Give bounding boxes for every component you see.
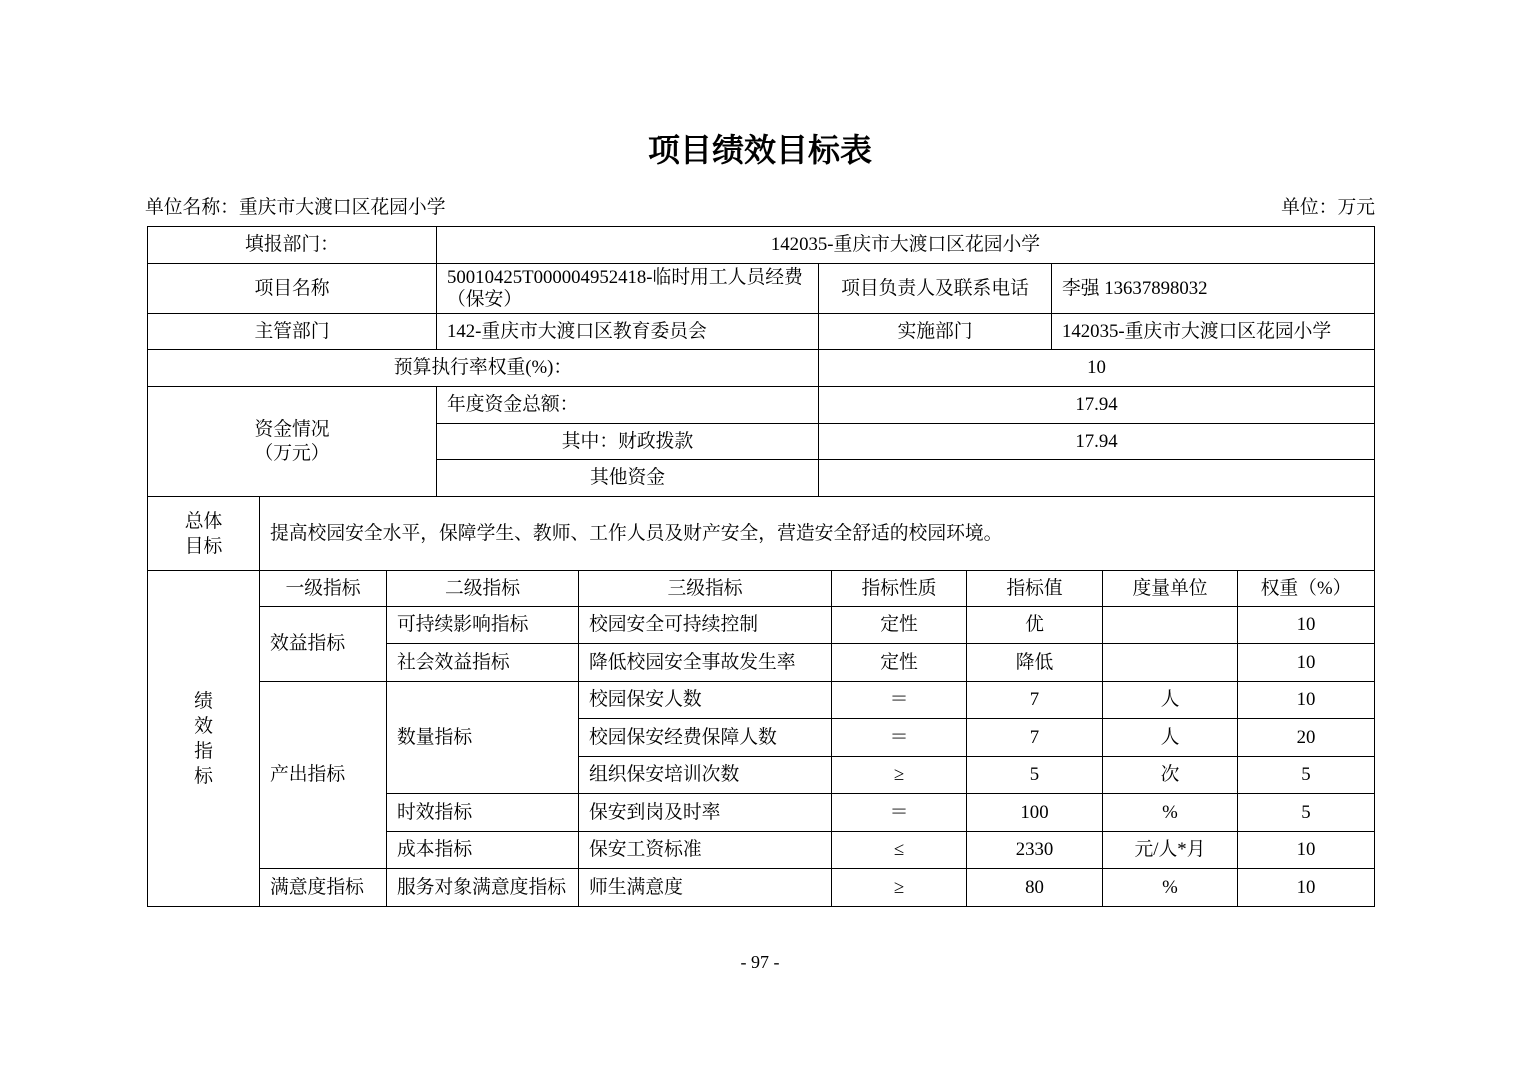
col-header-nature: 指标性质	[831, 570, 967, 607]
table-row-nature: ≤	[831, 831, 967, 869]
budget-weight-value: 10	[818, 349, 1375, 387]
table-row-value: 降低	[966, 643, 1103, 682]
table-row-unit: 次	[1102, 756, 1238, 794]
level2-sustainable: 可持续影响指标	[386, 606, 579, 644]
level2-cost: 成本指标	[386, 831, 579, 869]
level1-output: 产出指标	[259, 681, 387, 869]
table-row-value: 7	[966, 718, 1103, 757]
indicators-label: 绩效指标	[194, 690, 213, 787]
table-row-level3: 校园保安人数	[578, 681, 832, 719]
table-row-nature: ＝	[831, 793, 967, 832]
table-row-nature: ＝	[831, 681, 967, 719]
table-row-unit	[1102, 643, 1238, 682]
col-header-weight: 权重（%）	[1237, 570, 1375, 607]
level2-social: 社会效益指标	[386, 643, 579, 682]
overall-goal-label-cell	[147, 496, 260, 571]
table-row-weight: 5	[1237, 756, 1375, 794]
supervisor-label: 主管部门	[147, 313, 437, 350]
table-row-nature: ≥	[831, 868, 967, 907]
table-row-value: 100	[966, 793, 1103, 832]
annual-total-label: 年度资金总额：	[436, 386, 819, 424]
implementer-value: 142035-重庆市大渡口区花园小学	[1051, 313, 1375, 350]
project-name-value: 50010425T000004952418-临时用工人员经费（保安）	[447, 266, 803, 310]
table-row-nature: 定性	[831, 606, 967, 644]
table-row-value: 优	[966, 606, 1103, 644]
table-row-weight: 10	[1237, 681, 1375, 719]
level2-timeliness: 时效指标	[386, 793, 579, 832]
table-row-level3: 保安到岗及时率	[578, 793, 832, 832]
page-title: 项目绩效目标表	[647, 132, 872, 168]
col-header-value: 指标值	[966, 570, 1103, 607]
table-row-unit: %	[1102, 868, 1238, 907]
indicators-label-cell	[147, 570, 260, 907]
table-row-weight: 5	[1237, 793, 1375, 832]
table-row-level3: 校园保安经费保障人数	[578, 718, 832, 757]
other-funds-label: 其他资金	[436, 459, 819, 497]
unit-name: 重庆市大渡口区花园小学	[238, 197, 446, 218]
level2-service-satisfaction: 服务对象满意度指标	[386, 868, 579, 907]
budget-weight-label: 预算执行率权重(%)：	[147, 349, 819, 387]
table-row-weight: 10	[1237, 643, 1375, 682]
table-row-weight: 10	[1237, 868, 1375, 907]
level1-satisfaction: 满意度指标	[259, 868, 387, 907]
level2-quantity: 数量指标	[386, 681, 579, 794]
implementer-label: 实施部门	[818, 313, 1052, 350]
project-name-label: 项目名称	[147, 263, 437, 314]
col-header-level1: 一级指标	[259, 570, 387, 607]
unit-name-label: 单位名称：	[145, 197, 239, 218]
fill-dept-value: 142035-重庆市大渡口区花园小学	[436, 226, 1375, 264]
col-header-level2: 二级指标	[386, 570, 579, 607]
table-row-unit: %	[1102, 793, 1238, 832]
table-row-unit: 人	[1102, 681, 1238, 719]
funds-label-line1: 资金情况	[254, 418, 330, 440]
col-header-level3: 三级指标	[578, 570, 832, 607]
table-row-unit	[1102, 606, 1238, 644]
table-row-value: 80	[966, 868, 1103, 907]
overall-goal-label: 总体目标	[184, 510, 223, 557]
fill-dept-label: 填报部门：	[147, 226, 437, 264]
table-row-level3: 校园安全可持续控制	[578, 606, 832, 644]
currency: 万元	[1337, 197, 1375, 218]
unit-name-line	[145, 196, 446, 220]
currency-label: 单位：	[1281, 197, 1338, 218]
funds-label	[147, 386, 437, 497]
leader-label: 项目负责人及联系电话	[818, 263, 1052, 314]
other-funds-value	[818, 459, 1375, 497]
table-row-level3: 降低校园安全事故发生率	[578, 643, 832, 682]
leader-value: 李强 13637898032	[1051, 263, 1375, 314]
table-row-level3: 组织保安培训次数	[578, 756, 832, 794]
table-row-nature: ≥	[831, 756, 967, 794]
table-row-nature: ＝	[831, 718, 967, 757]
page-number: - 97 -	[740, 952, 780, 972]
supervisor-value: 142-重庆市大渡口区教育委员会	[436, 313, 819, 350]
table-row-unit: 元/人*月	[1102, 831, 1238, 869]
table-row-value: 2330	[966, 831, 1103, 869]
table-row-weight: 10	[1237, 606, 1375, 644]
table-row-level3: 保安工资标准	[578, 831, 832, 869]
funds-label-line2: （万元）	[254, 442, 330, 464]
table-row-weight: 10	[1237, 831, 1375, 869]
fiscal-label: 其中：财政拨款	[436, 423, 819, 460]
table-row-weight: 20	[1237, 718, 1375, 757]
currency-line	[1281, 196, 1375, 220]
overall-goal-text: 提高校园安全水平，保障学生、教师、工作人员及财产安全，营造安全舒适的校园环境。	[259, 496, 1375, 571]
annual-total-value: 17.94	[818, 386, 1375, 424]
table-row-level3: 师生满意度	[578, 868, 832, 907]
col-header-unit: 度量单位	[1102, 570, 1238, 607]
table-row-value: 5	[966, 756, 1103, 794]
table-row-unit: 人	[1102, 718, 1238, 757]
table-row-nature: 定性	[831, 643, 967, 682]
level1-benefit: 效益指标	[259, 606, 387, 682]
table-row-value: 7	[966, 681, 1103, 719]
project-name-cell	[436, 263, 819, 314]
fiscal-value: 17.94	[818, 423, 1375, 460]
